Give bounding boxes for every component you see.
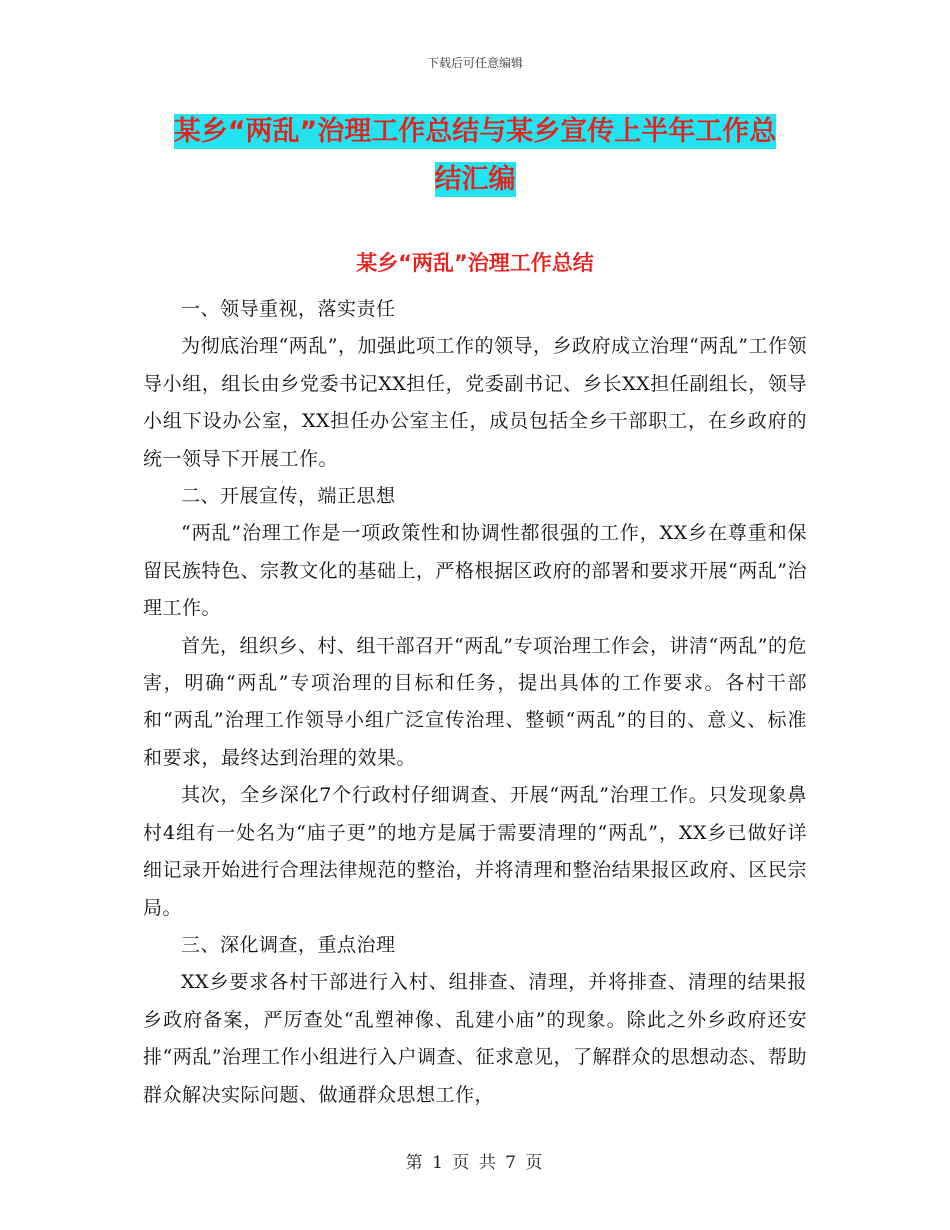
paragraph: 首先，组织乡、村、组干部召开“两乱”专项治理工作会，讲清“两乱”的危害，明确“两乱”专项治理的目标和任务，提出具体的工作要求。各村干部和“两乱”治理工作领导小组广泛宣传治理、整顿“两乱”的目的、意义、标准和要求，最终达到治理的效果。 — [143, 634, 807, 769]
header-note: 下载后可任意编辑 — [426, 56, 523, 70]
document-body — [143, 291, 807, 1114]
heading-leadership: 一、领导重视，落实责任 — [181, 298, 396, 320]
paragraph: 其次，全乡深化7个行政村仔细调查、开展“两乱”治理工作。只发现象鼻村4组有一处名为“庙子更”的地方是属于需要清理的“两乱”，XX乡已做好详细记录开始进行合理法律规范的整治，并将清理和整治结果报区政府、区民宗局。 — [143, 784, 807, 919]
title-line-2: 结汇编 — [434, 164, 516, 195]
section-title: 某乡“两乱”治理工作总结 — [356, 251, 594, 275]
paragraph: 为彻底治理“两乱”，加强此项工作的领导，乡政府成立治理“两乱”工作领导小组，组长由乡党委书记XX担任，党委副书记、乡长XX担任副组长，领导小组下设办公室，XX担任办公室主任，成员包括全乡干部职工，在乡政府的统一领导下开展工作。 — [143, 335, 807, 470]
heading-publicity: 二、开展宣传，端正思想 — [181, 485, 396, 508]
paragraph: XX乡要求各村干部进行入村、组排查、清理，并将排查、清理的结果报乡政府备案，严厉查处“乱塑神像、乱建小庙”的现象。除此之外乡政府还安排“两乱”治理工作小组进行入户调查、征求意见，了解群众的思想动态、帮助群众解决实际问题、做通群众思想工作， — [143, 971, 807, 1106]
paragraph: “两乱”治理工作是一项政策性和协调性都很强的工作，XX乡在尊重和保留民族特色、宗教文化的基础上，严格根据区政府的部署和要求开展“两乱”治理工作。 — [143, 522, 807, 620]
title-line-1: 某乡“两乱”治理工作总结与某乡宣传上半年工作总 — [173, 116, 777, 147]
heading-investigation: 三、深化调查，重点治理 — [181, 933, 396, 956]
page-number: 第 1 页 共 7 页 — [405, 1153, 545, 1173]
document-title — [140, 108, 810, 204]
